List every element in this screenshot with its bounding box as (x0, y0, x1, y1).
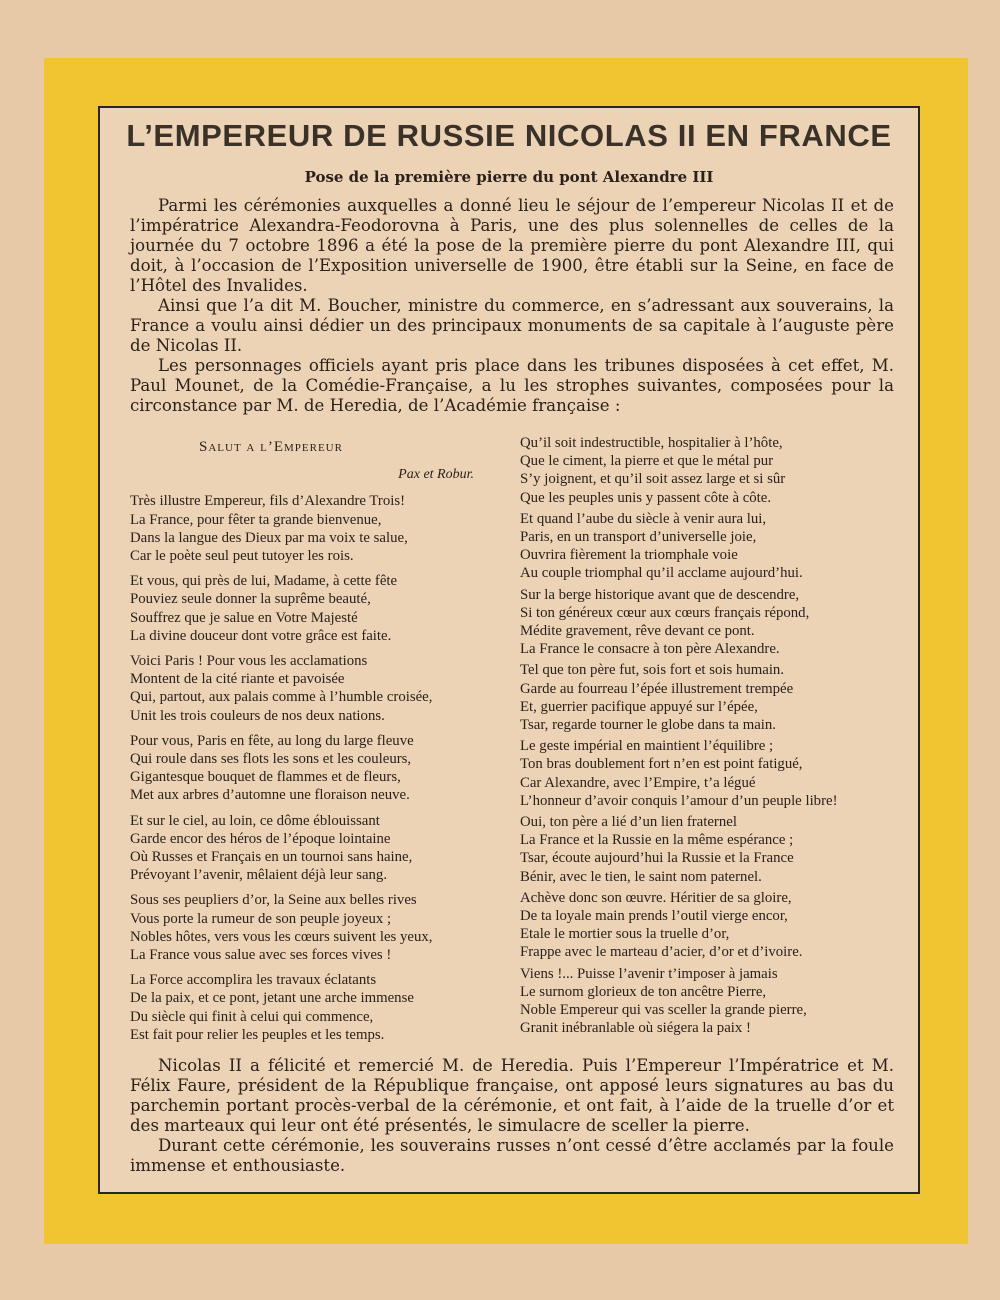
poem-line: Où Russes et Français en un tournoi sans haine, (130, 849, 413, 866)
poem-line: De ta loyale main prends l’outil vierge encor, (520, 908, 788, 925)
poem-stanza (130, 812, 502, 885)
poem-line: La France, pour fêter ta grande bienvenue, (130, 511, 382, 528)
poem-line: Paris, en un transport d’universelle joie, (520, 529, 757, 546)
poem-line: Du siècle qui finit à celui qui commence, (130, 1008, 374, 1025)
document-page (98, 106, 920, 1194)
poem-line: Tel que ton père fut, sois fort et sois humain. (520, 662, 785, 679)
poem-line: Pour vous, Paris en fête, au long du large fleuve (130, 732, 414, 749)
poem-line: Vous porte la rumeur de son peuple joyeux ; (130, 910, 392, 927)
poem-right-column (520, 434, 896, 1041)
poem-line: Tsar, regarde tourner le globe dans ta main. (520, 717, 776, 734)
poem-line: Au couple triomphal qu’il acclame aujourd’hui. (520, 565, 803, 582)
poem-line: Tsar, écoute aujourd’hui la Russie et la France (520, 850, 794, 867)
poem-stanza (130, 732, 502, 805)
poem-line: Bénir, avec le tien, le saint nom paternel. (520, 868, 762, 885)
poem-line: Est fait pour relier les peuples et les temps. (130, 1026, 385, 1043)
poem-line: Prévoyant l’avenir, mêlaient déjà leur sang. (130, 867, 388, 884)
poem-line: Pouviez seule donner la suprême beauté, (130, 591, 371, 608)
poem-stanza (520, 813, 896, 886)
poem-line: Que le ciment, la pierre et que le métal pur (520, 453, 774, 470)
intro-paragraph: Parmi les cérémonies auxquelles a donné lieu le séjour de l’empereur Nicolas II et de l’impératrice Alexandra-Feodorovna à Paris, une des plus solennelles de celles de la journée du 7 octobre 1896 a été la pose de la première pierre du pont Alexandre III, qui doit, à l’occasion de l’Exposition universelle de 1900, être établi sur la Seine, en face de l’Hôtel des Invalides. (130, 196, 894, 295)
poem-line: Voici Paris ! Pour vous les acclamations (130, 653, 368, 670)
poem-line: Met aux arbres d’automne une floraison neuve. (130, 787, 410, 804)
poem-stanza (520, 586, 896, 659)
poem-line: De la paix, et ce pont, jetant une arche immense (130, 990, 414, 1007)
poem-line: Et vous, qui près de lui, Madame, à cette fête (130, 573, 398, 590)
poem-line: Unit les trois couleurs de nos deux nations. (130, 707, 385, 724)
poem-line: Et, guerrier pacifique appuyé sur l’épée, (520, 698, 758, 715)
intro-paragraph: Les personnages officiels ayant pris place dans les tribunes disposées à cet effet, M. Paul Mounet, de la Comédie-Française, a lu les strophes suivantes, composées pour la circonstance par M. de Heredia, de l’Académie française : (130, 356, 894, 415)
poem-line: Sous ses peupliers d’or, la Seine aux belles rives (130, 892, 417, 909)
poem-stanza (130, 572, 502, 645)
poem-motto: Pax et Robur. (398, 467, 474, 483)
poem-line: Ouvrira fièrement la triomphale voie (520, 547, 738, 564)
poem-stanza (520, 661, 896, 734)
page-title: L’EMPEREUR DE RUSSIE NICOLAS II EN FRANCE (126, 118, 892, 153)
poem-line: Souffrez que je salue en Votre Majesté (130, 609, 358, 626)
intro-text (130, 196, 894, 416)
poem-line: Ton bras doublement fort n’en est point fatigué, (520, 756, 803, 773)
poem-line: Achève donc son œuvre. Héritier de sa gloire, (520, 889, 792, 906)
poem-line: Nobles hôtes, vers vous les cœurs suivent les yeux, (130, 928, 433, 945)
poem-line: Le geste impérial en maintient l’équilibre ; (520, 738, 774, 755)
poem-stanza (520, 889, 896, 962)
poem-line: Noble Empereur qui vas sceller la grande pierre, (520, 1002, 807, 1019)
poem-line: La Force accomplira les travaux éclatants (130, 972, 377, 989)
poem-line: S’y joignent, et qu’il soit assez large et si sûr (520, 471, 786, 488)
poem-line: Etale le mortier sous la truelle d’or, (520, 926, 730, 943)
poem-line: Qui roule dans ses flots les sons et les couleurs, (130, 751, 412, 768)
poem-line: Montent de la cité riante et pavoisée (130, 671, 345, 688)
poem-line: Car le poète seul peut tutoyer les rois. (130, 548, 354, 565)
poem-line: Sur la berge historique avant que de descendre, (520, 586, 800, 603)
poem-line: Garde au fourreau l’épée illustrement trempée (520, 680, 794, 697)
poem-line: Qui, partout, aux palais comme à l’humble croisée, (130, 689, 433, 706)
poem-line: Le surnom glorieux de ton ancêtre Pierre, (520, 983, 767, 1000)
poem-stanza (130, 652, 502, 725)
poem-line: La France et la Russie en la même espérance ; (520, 832, 794, 849)
poem-line: Frappe avec le marteau d’acier, d’or et d’ivoire. (520, 944, 803, 961)
poem-stanza (520, 965, 896, 1038)
poem-stanza (520, 737, 896, 810)
poem-line: Si ton généreux cœur aux cœurs français répond, (520, 604, 810, 621)
poem-line: L’honneur d’avoir conquis l’amour d’un peuple libre! (520, 792, 838, 809)
poem-line: Et quand l’aube du siècle à venir aura lui, (520, 510, 767, 527)
intro-paragraph: Ainsi que l’a dit M. Boucher, ministre du commerce, en s’adressant aux souverains, la France a voulu ainsi dédier un des principaux monuments de sa capitale à l’auguste père de Nicolas II. (130, 296, 894, 355)
poem-line: Qu’il soit indestructible, hospitalier à l’hôte, (520, 435, 783, 451)
outro-text (130, 1056, 894, 1176)
poem-line: Oui, ton père a lié d’un lien fraternel (520, 814, 737, 831)
poem-stanza (130, 492, 502, 565)
poem-stanza (130, 891, 502, 964)
poem-line: La France le consacre à ton père Alexandre. (520, 641, 780, 658)
poem-line: La divine douceur dont votre grâce est faite. (130, 627, 392, 644)
poem-stanza (130, 971, 502, 1044)
poem-line: Viens !... Puisse l’avenir t’imposer à jamais (520, 965, 778, 982)
poem-line: La France vous salue avec ses forces vives ! (130, 947, 392, 964)
poem-line: Gigantesque bouquet de flammes et de fleurs, (130, 769, 401, 786)
poem-line: Car Alexandre, avec l’Empire, t’a légué (520, 774, 756, 791)
poem-line: Dans la langue des Dieux par ma voix te salue, (130, 529, 408, 546)
page-subtitle: Pose de la première pierre du pont Alexandre III (304, 168, 714, 186)
poem-title: Salut a l’Empereur (199, 439, 343, 455)
poem-line: Que les peuples unis y passent côte à côte. (520, 489, 772, 506)
outro-paragraph: Durant cette cérémonie, les souverains russes n’ont cessé d’être acclamés par la foule immense et enthousiaste. (130, 1136, 894, 1175)
poem-stanza (520, 434, 896, 507)
poem-line: Et sur le ciel, au loin, ce dôme éblouissant (130, 812, 380, 829)
poem-line: Garde encor des héros de l’époque lointaine (130, 830, 391, 847)
outro-paragraph: Nicolas II a félicité et remercié M. de Heredia. Puis l’Empereur l’Impératrice et M. Félix Faure, président de la République française, ont apposé leurs signatures au bas du parchemin portant procès-verbal de la cérémonie, et ont fait, à l’aide de la truelle d’or et des marteaux qui leur ont été présentés, le simulacre de sceller la pierre. (130, 1056, 894, 1135)
poem-left-column (130, 434, 502, 1051)
poem-line: Médite gravement, rêve devant ce pont. (520, 623, 755, 640)
poem-line: Granit inébranlable où siégera la paix ! (520, 1020, 751, 1037)
poem-line: Très illustre Empereur, fils d’Alexandre Trois! (130, 493, 406, 510)
poem-stanza (520, 510, 896, 583)
